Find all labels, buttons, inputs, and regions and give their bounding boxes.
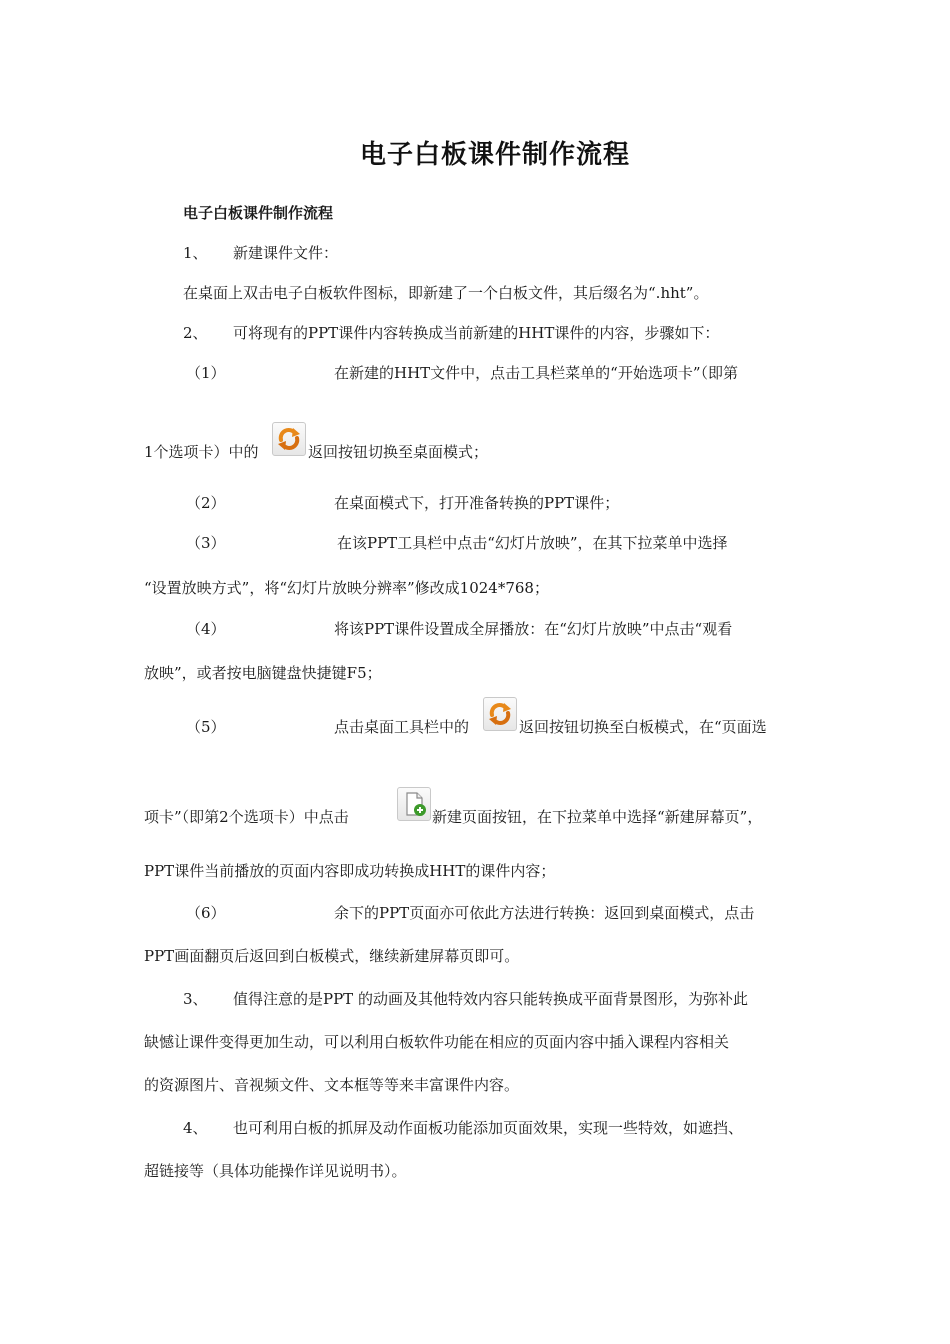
step-number: （2）	[186, 494, 226, 512]
step-text: 在新建的HHT文件中，点击工具栏菜单的“开始选项卡”（即第	[334, 364, 739, 382]
list-text: 值得注意的是PPT 的动画及其他特效内容只能转换成平面背景图形，为弥补此	[233, 990, 748, 1008]
step-text: PPT画面翻页后返回到白板模式，继续新建屏幕页即可。	[144, 947, 520, 965]
step-number: （5）	[186, 718, 226, 736]
list-text: 也可利用白板的抓屏及动作面板功能添加页面效果，实现一些特效，如遮挡、	[233, 1119, 744, 1137]
list-number: 3、	[183, 990, 208, 1008]
paragraph: 在桌面上双击电子白板软件图标，即新建了一个白板文件，其后缀名为“.hht”。	[183, 284, 709, 302]
step-number: （3）	[186, 534, 226, 552]
step-text: “设置放映方式”，将“幻灯片放映分辨率”修改成1024*768；	[144, 579, 549, 597]
page-title: 电子白板课件制作流程	[359, 140, 630, 170]
step-text: 项卡”（即第2个选项卡）中点击	[144, 808, 349, 826]
step-text: 新建页面按钮，在下拉菜单中选择“新建屏幕页”，	[432, 808, 763, 826]
step-number: （4）	[186, 620, 226, 638]
step-number: （1）	[186, 364, 226, 382]
step-text: 1个选项卡）中的	[144, 443, 259, 461]
list-number: 4、	[183, 1119, 208, 1137]
paragraph: 超链接等（具体功能操作详见说明书）。	[144, 1162, 407, 1180]
step-text: 在桌面模式下，打开准备转换的PPT课件；	[334, 494, 620, 512]
step-text: 在该PPT工具栏中点击“幻灯片放映”，在其下拉菜单中选择	[337, 534, 728, 552]
return-arrows-icon	[272, 422, 306, 456]
paragraph: 缺憾让课件变得更加生动，可以利用白板软件功能在相应的页面内容中插入课程内容相关	[144, 1033, 730, 1051]
list-number: 2、	[183, 324, 208, 342]
step-text: 余下的PPT页面亦可依此方法进行转换：返回到桌面模式，点击	[334, 904, 755, 922]
step-number: （6）	[186, 904, 226, 922]
step-text: 返回按钮切换至桌面模式；	[308, 443, 489, 461]
list-number: 1、	[183, 244, 208, 262]
return-arrows-icon	[483, 697, 517, 731]
step-text: 返回按钮切换至白板模式，在“页面选	[519, 718, 767, 736]
section-heading: 电子白板课件制作流程	[183, 204, 334, 222]
list-text: 新建课件文件：	[233, 244, 339, 262]
list-text: 可将现有的PPT课件内容转换成当前新建的HHT课件的内容，步骤如下：	[233, 324, 720, 342]
step-text: 将该PPT课件设置成全屏播放：在“幻灯片放映”中点击“观看	[334, 620, 733, 638]
step-text: 放映”，或者按电脑键盘快捷键F5；	[144, 664, 382, 682]
new-page-plus-icon	[397, 787, 431, 821]
step-text: PPT课件当前播放的页面内容即成功转换成HHT的课件内容；	[144, 862, 556, 880]
paragraph: 的资源图片、音视频文件、文本框等等来丰富课件内容。	[144, 1076, 520, 1094]
step-text: 点击桌面工具栏中的	[334, 718, 470, 736]
